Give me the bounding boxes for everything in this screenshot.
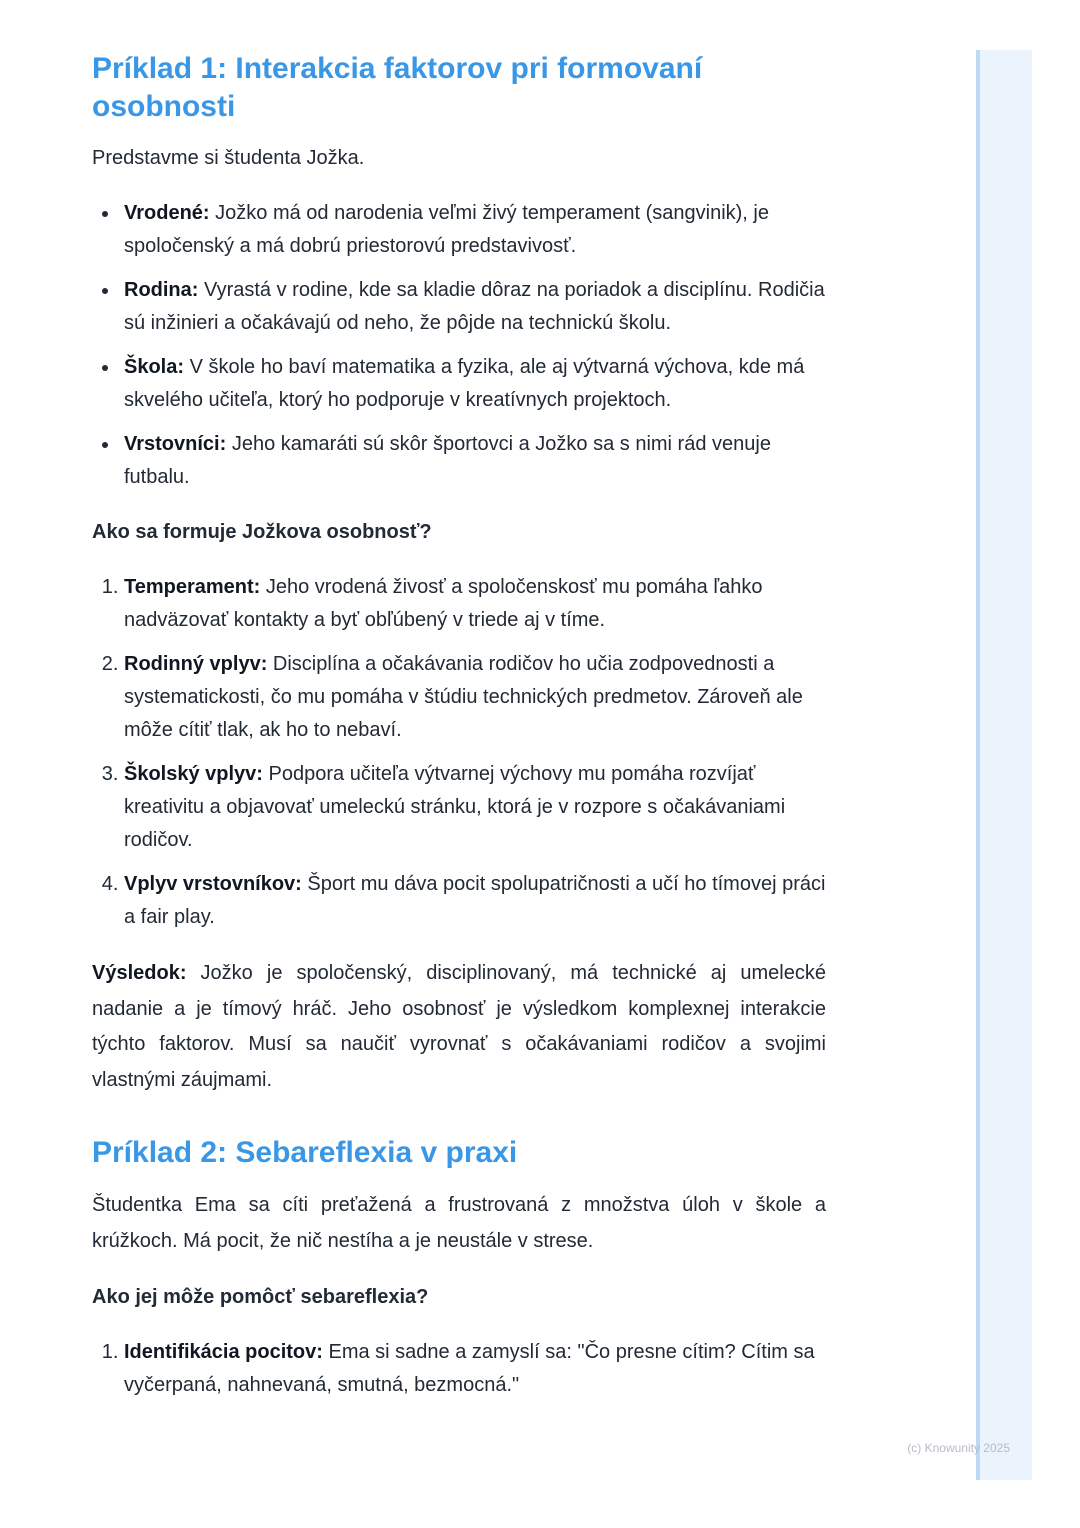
example-1-result xyxy=(92,956,826,1098)
item-text: Jožko má od narodenia veľmi živý temperament (sangvinik), je spoločenský a má dobrú priestorovú predstavivosť. xyxy=(124,202,769,257)
copyright-footer: (c) Knowunity 2025 xyxy=(907,1441,1010,1455)
list-item xyxy=(124,868,826,934)
list-item xyxy=(124,428,826,494)
document-body xyxy=(92,50,826,1402)
item-label: Identifikácia pocitov: xyxy=(124,1341,323,1363)
result-text: Jožko je spoločenský, disciplinovaný, má technické aj umelecké nadanie a je tímový hráč. Jeho osobnosť je výsledkom komplexnej interakcie týchto faktorov. Musí sa naučiť vyrovnať s očakávaniami rodičov a svojimi vlastnými záujmami. xyxy=(92,962,826,1091)
item-label: Rodinný vplyv: xyxy=(124,653,268,675)
example-2-intro: Študentka Ema sa cíti preťažená a frustrovaná z množstva úloh v škole a krúžkoch. Má pocit, že nič nestíha a je neustále v strese. xyxy=(92,1194,826,1252)
item-text: Ema si sadne a zamyslí sa: "Čo presne cítim? Cítim sa vyčerpaná, nahnevaná, smutná, bezmocná." xyxy=(124,1341,815,1396)
list-item xyxy=(124,648,826,747)
example-2-title: Príklad 2: Sebareflexia v praxi xyxy=(92,1136,518,1169)
item-label: Temperament: xyxy=(124,576,261,598)
example-2-question: Ako jej môže pomôcť sebareflexia? xyxy=(92,1286,429,1308)
list-item xyxy=(124,758,826,857)
list-item xyxy=(124,351,826,417)
factor-list xyxy=(92,197,826,494)
list-item xyxy=(124,197,826,263)
item-label: Rodina: xyxy=(124,279,199,301)
reflection-steps xyxy=(92,1336,826,1402)
item-label: Vrodené: xyxy=(124,202,210,224)
item-text: Šport mu dáva pocit spolupatričnosti a učí ho tímovej práci a fair play. xyxy=(124,873,826,928)
example-1-title: Príklad 1: Interakcia faktorov pri formovaní osobnosti xyxy=(92,52,703,123)
item-label: Škola: xyxy=(124,356,185,378)
item-text: Jeho vrodená živosť a spoločenskosť mu pomáha ľahko nadväzovať kontakty a byť obľúbený v triede aj v tíme. xyxy=(124,576,763,631)
item-text: Podpora učiteľa výtvarnej výchovy mu pomáha rozvíjať kreativitu a objavovať umeleckú stránku, ktorá je v rozpore s očakávaniami rodičov. xyxy=(124,763,786,851)
item-text: Vyrastá v rodine, kde sa kladie dôraz na poriadok a disciplínu. Rodičia sú inžinieri a očakávajú od neho, že pôjde na technickú školu. xyxy=(124,279,825,334)
list-item xyxy=(124,274,826,340)
item-text: Jeho kamaráti sú skôr športovci a Jožko sa s nimi rád venuje futbalu. xyxy=(124,433,771,488)
example-1-intro: Predstavme si študenta Jožka. xyxy=(92,147,365,169)
item-label: Vplyv vrstovníkov: xyxy=(124,873,302,895)
list-item xyxy=(124,571,826,637)
list-item xyxy=(124,1336,826,1402)
formation-steps xyxy=(92,571,826,934)
item-text: V škole ho baví matematika a fyzika, ale aj výtvarná výchova, kde má skvelého učiteľa, ktorý ho podporuje v kreatívnych projektoch. xyxy=(124,356,805,411)
example-1-question: Ako sa formuje Jožkova osobnosť? xyxy=(92,521,432,543)
item-label: Školský vplyv: xyxy=(124,763,263,785)
margin-sidebar xyxy=(976,50,1032,1480)
item-text: Disciplína a očakávania rodičov ho učia zodpovednosti a systematickosti, čo mu pomáha v štúdiu technických predmetov. Zároveň ale môže cítiť tlak, ak ho to nebaví. xyxy=(124,653,803,741)
item-label: Vrstovníci: xyxy=(124,433,227,455)
result-label: Výsledok: xyxy=(92,962,187,984)
